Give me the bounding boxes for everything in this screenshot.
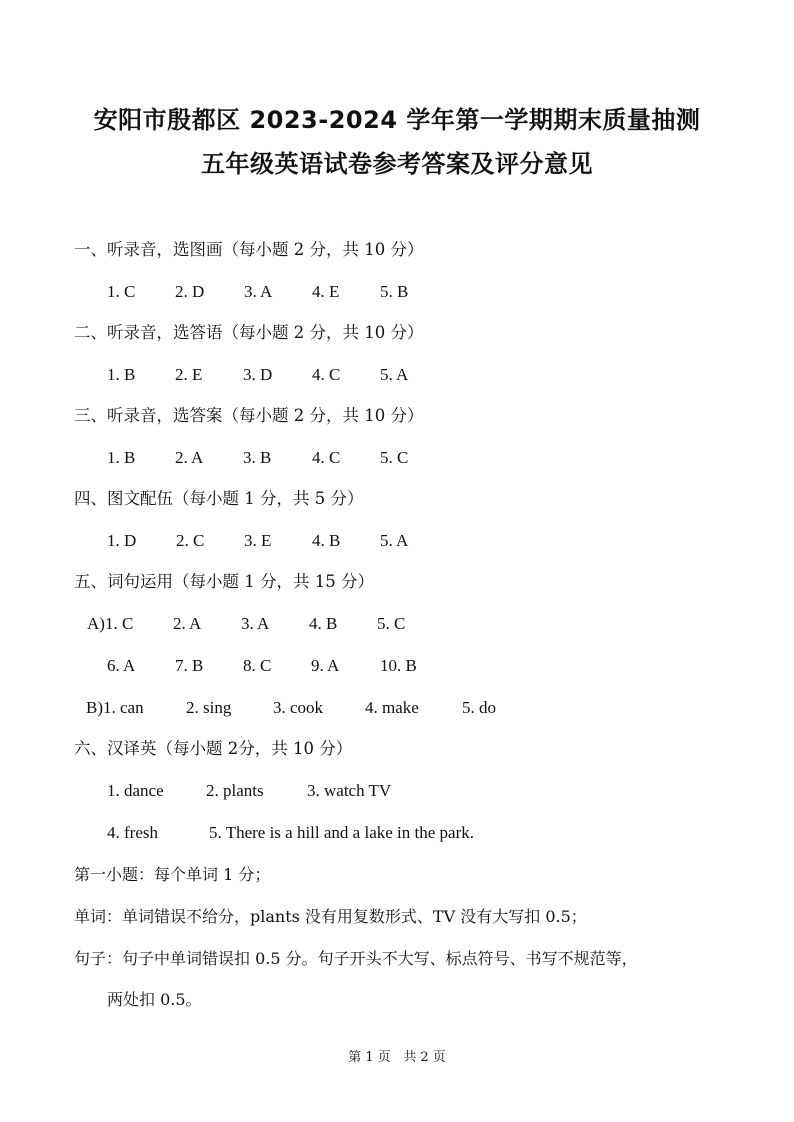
section-4-heading: 四、图文配伍（每小题 1 分，共 5 分） bbox=[74, 489, 364, 508]
answer-item: 5. C bbox=[377, 614, 406, 633]
answer-item: B)1. can bbox=[86, 698, 144, 717]
answer-item: 6. A bbox=[107, 656, 136, 675]
answer-item: 1. C bbox=[107, 282, 136, 301]
answer-item: 4. B bbox=[309, 614, 338, 633]
answer-item: 1. B bbox=[107, 448, 136, 467]
answer-item: 3. A bbox=[244, 282, 273, 301]
section-3-heading: 三、听录音，选答案（每小题 2 分，共 10 分） bbox=[74, 406, 424, 425]
section-6-heading: 六、汉译英（每小题 2分，共 10 分） bbox=[74, 739, 353, 758]
answer-item: 2. D bbox=[175, 282, 205, 301]
answer-item: 5. There is a hill and a lake in the park. bbox=[209, 823, 474, 842]
answer-item: 2. E bbox=[175, 365, 203, 384]
answer-item: 9. A bbox=[311, 656, 340, 675]
document-title-line-1: 安阳市殷都区 2023-2024 学年第一学期期末质量抽测 bbox=[93, 106, 701, 134]
answer-item: 4. B bbox=[312, 531, 341, 550]
answer-item: 2. C bbox=[176, 531, 205, 550]
answer-item: 8. C bbox=[243, 656, 272, 675]
answer-item: 4. C bbox=[312, 448, 341, 467]
answer-item: 4. make bbox=[365, 698, 419, 717]
answer-item: 5. C bbox=[380, 448, 409, 467]
scoring-note: 句子：句子中单词错误扣 0.5 分。句子开头不大写、标点符号、书写不规范等， bbox=[74, 949, 638, 968]
answer-item: 7. B bbox=[175, 656, 204, 675]
answer-item: 4. E bbox=[312, 282, 340, 301]
answer-item: 3. A bbox=[241, 614, 270, 633]
answer-item: 1. D bbox=[107, 531, 137, 550]
answer-item: 5. do bbox=[462, 698, 496, 717]
answer-item: 3. E bbox=[244, 531, 272, 550]
answer-item: 3. B bbox=[243, 448, 272, 467]
answer-item: 10. B bbox=[380, 656, 417, 675]
scoring-note: 第一小题：每个单词 1 分； bbox=[74, 865, 271, 884]
scoring-note: 单词：单词错误不给分，plants 没有用复数形式、TV 没有大写扣 0.5； bbox=[74, 907, 587, 926]
answer-item: 5. B bbox=[380, 282, 409, 301]
answer-item: 2. sing bbox=[186, 698, 232, 717]
answer-item: 3. D bbox=[243, 365, 273, 384]
section-5-heading: 五、词句运用（每小题 1 分，共 15 分） bbox=[74, 572, 374, 591]
answer-item: 2. plants bbox=[206, 781, 264, 800]
answer-item: 5. A bbox=[380, 531, 409, 550]
answer-item: 2. A bbox=[173, 614, 202, 633]
answer-item: 2. A bbox=[175, 448, 204, 467]
answer-item: 3. cook bbox=[273, 698, 324, 717]
answer-item: 4. fresh bbox=[107, 823, 158, 842]
document-title-line-2: 五年级英语试卷参考答案及评分意见 bbox=[201, 150, 593, 178]
answer-item: 5. A bbox=[380, 365, 409, 384]
answer-item: 1. B bbox=[107, 365, 136, 384]
answer-item: A)1. C bbox=[87, 614, 134, 633]
scoring-note: 两处扣 0.5。 bbox=[107, 990, 202, 1009]
section-1-heading: 一、听录音，选图画（每小题 2 分，共 10 分） bbox=[74, 240, 424, 259]
answer-item: 3. watch TV bbox=[307, 781, 392, 800]
answer-item: 1. dance bbox=[107, 781, 164, 800]
answer-item: 4. C bbox=[312, 365, 341, 384]
section-2-heading: 二、听录音，选答语（每小题 2 分，共 10 分） bbox=[74, 323, 424, 342]
page-footer: 第 1 页 共 2 页 bbox=[348, 1050, 446, 1065]
